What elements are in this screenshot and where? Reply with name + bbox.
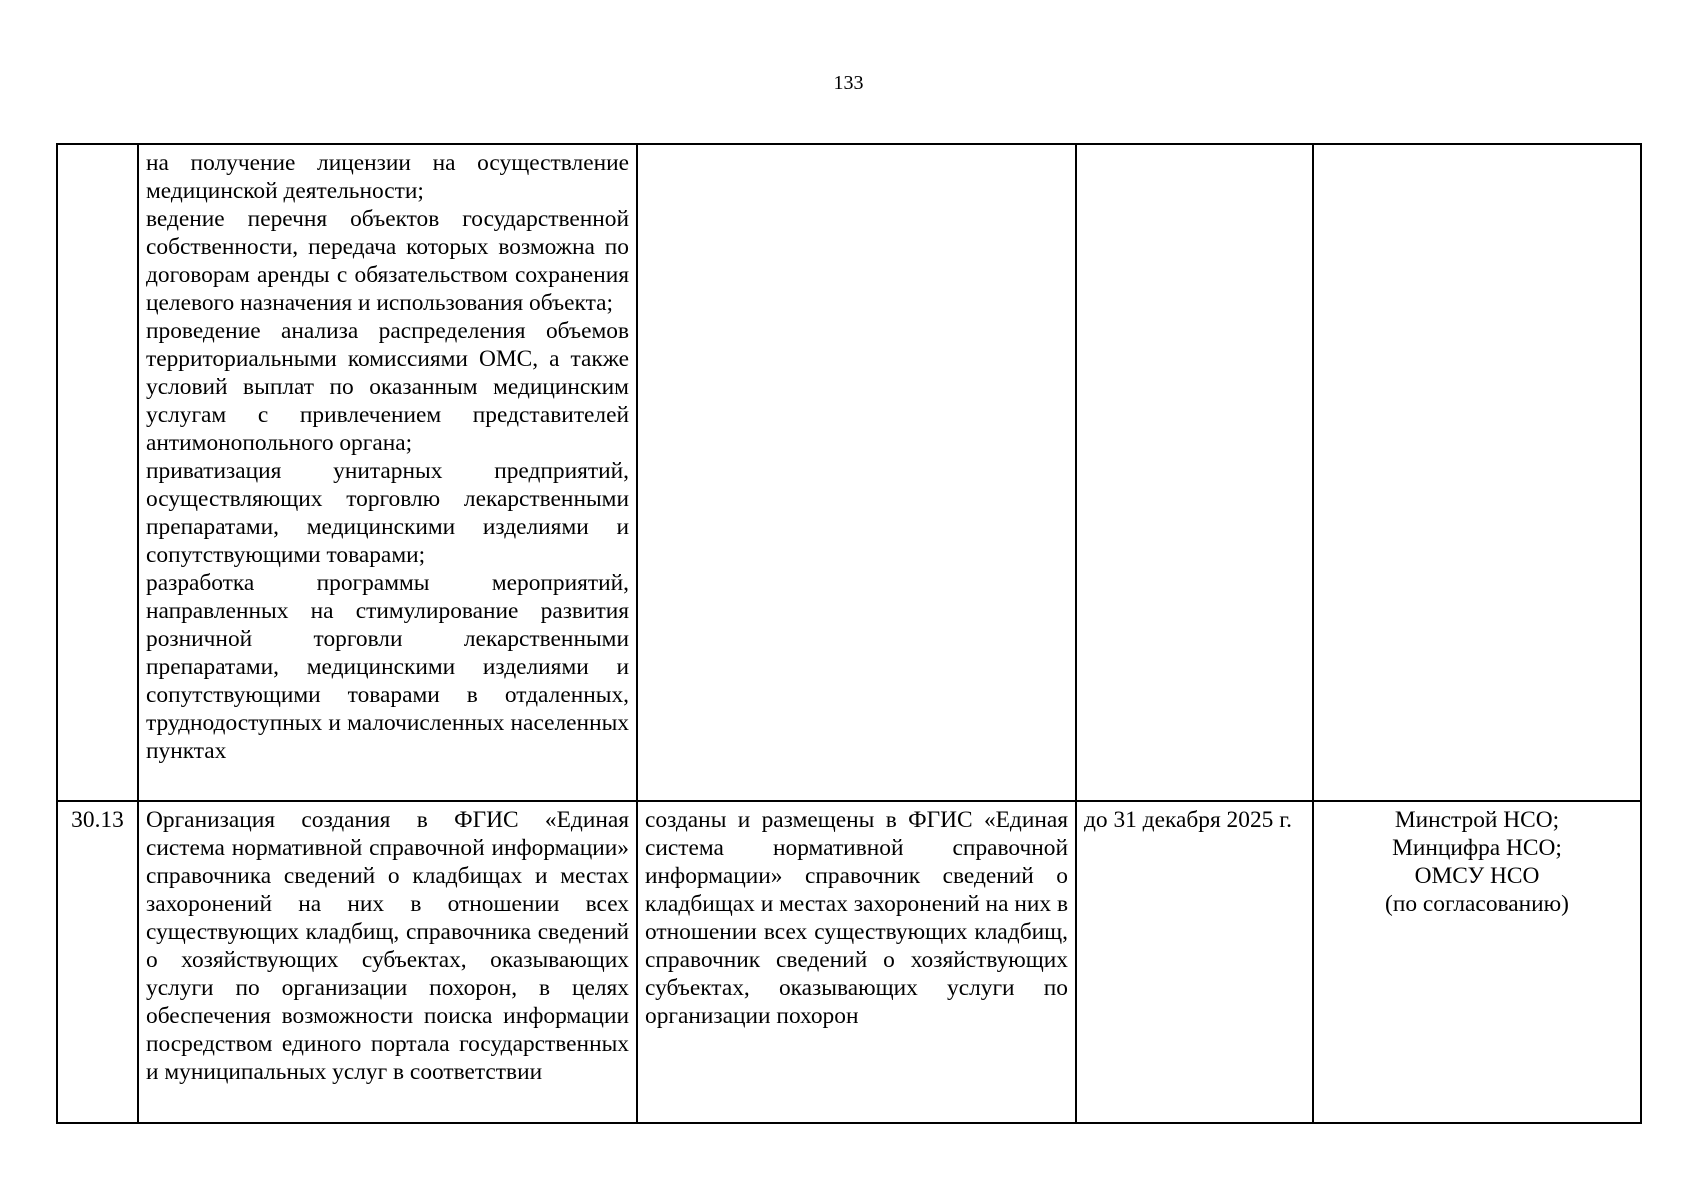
row-number-cell: 30.13	[57, 801, 138, 1123]
row-number-cell	[57, 144, 138, 801]
measure-cell	[138, 144, 637, 801]
measure-cell	[138, 801, 637, 1123]
responsible-line: Минстрой НСО;	[1394, 807, 1560, 833]
measure-paragraph: проведение анализа распределения объемов территориальными комиссиями ОМС, а также условий выплат по оказанным медицинским услугам с привлечением представителей антимонопольного органа;	[146, 318, 629, 456]
table-row	[57, 801, 1641, 1123]
responsible-line: Минцифра НСО;	[1392, 835, 1562, 861]
measure-paragraph: приватизация унитарных предприятий, осуществляющих торговлю лекарственными препаратами, медицинскими изделиями и сопутствующими товарами;	[146, 458, 629, 568]
measure-paragraph: Организация создания в ФГИС «Единая система нормативной справочной информации» справочника сведений о кладбищах и местах захоронений на них в отношении всех существующих кладбищ, справочника сведений о хозяйствующих субъектах, оказывающих услуги по организации похорон, в целях обеспечения возможности поиска информации посредством единого портала государственных и муниципальных услуг в соответствии	[146, 807, 629, 1085]
deadline-cell: до 31 декабря 2025 г.	[1076, 801, 1313, 1123]
table-row	[57, 144, 1641, 801]
responsible-cell	[1313, 801, 1641, 1123]
plan-table	[56, 143, 1642, 1124]
responsible-line: ОМСУ НСО	[1414, 863, 1540, 889]
measure-paragraph: ведение перечня объектов государственной собственности, передача которых возможна по договорам аренды с обязательством сохранения целевого назначения и использования объекта;	[146, 206, 629, 316]
page-number: 133	[833, 72, 864, 94]
responsible-line: (по согласованию)	[1385, 891, 1569, 917]
result-cell: созданы и размещены в ФГИС «Единая система нормативной справочной информации» справочник сведений о кладбищах и местах захоронений на них в отношении всех существующих кладбищ, справочник сведений о хозяйствующих субъектах, оказывающих услуги по организации похорон	[637, 801, 1076, 1123]
deadline-cell	[1076, 144, 1313, 801]
result-cell	[637, 144, 1076, 801]
measure-paragraph: разработка программы мероприятий, направленных на стимулирование развития розничной торговли лекарственными препаратами, медицинскими изделиями и сопутствующими товарами в отдаленных, труднодоступных и малочисленных населенных пунктах	[146, 570, 629, 764]
measure-paragraph: на получение лицензии на осуществление медицинской деятельности;	[146, 150, 629, 204]
responsible-cell	[1313, 144, 1641, 801]
